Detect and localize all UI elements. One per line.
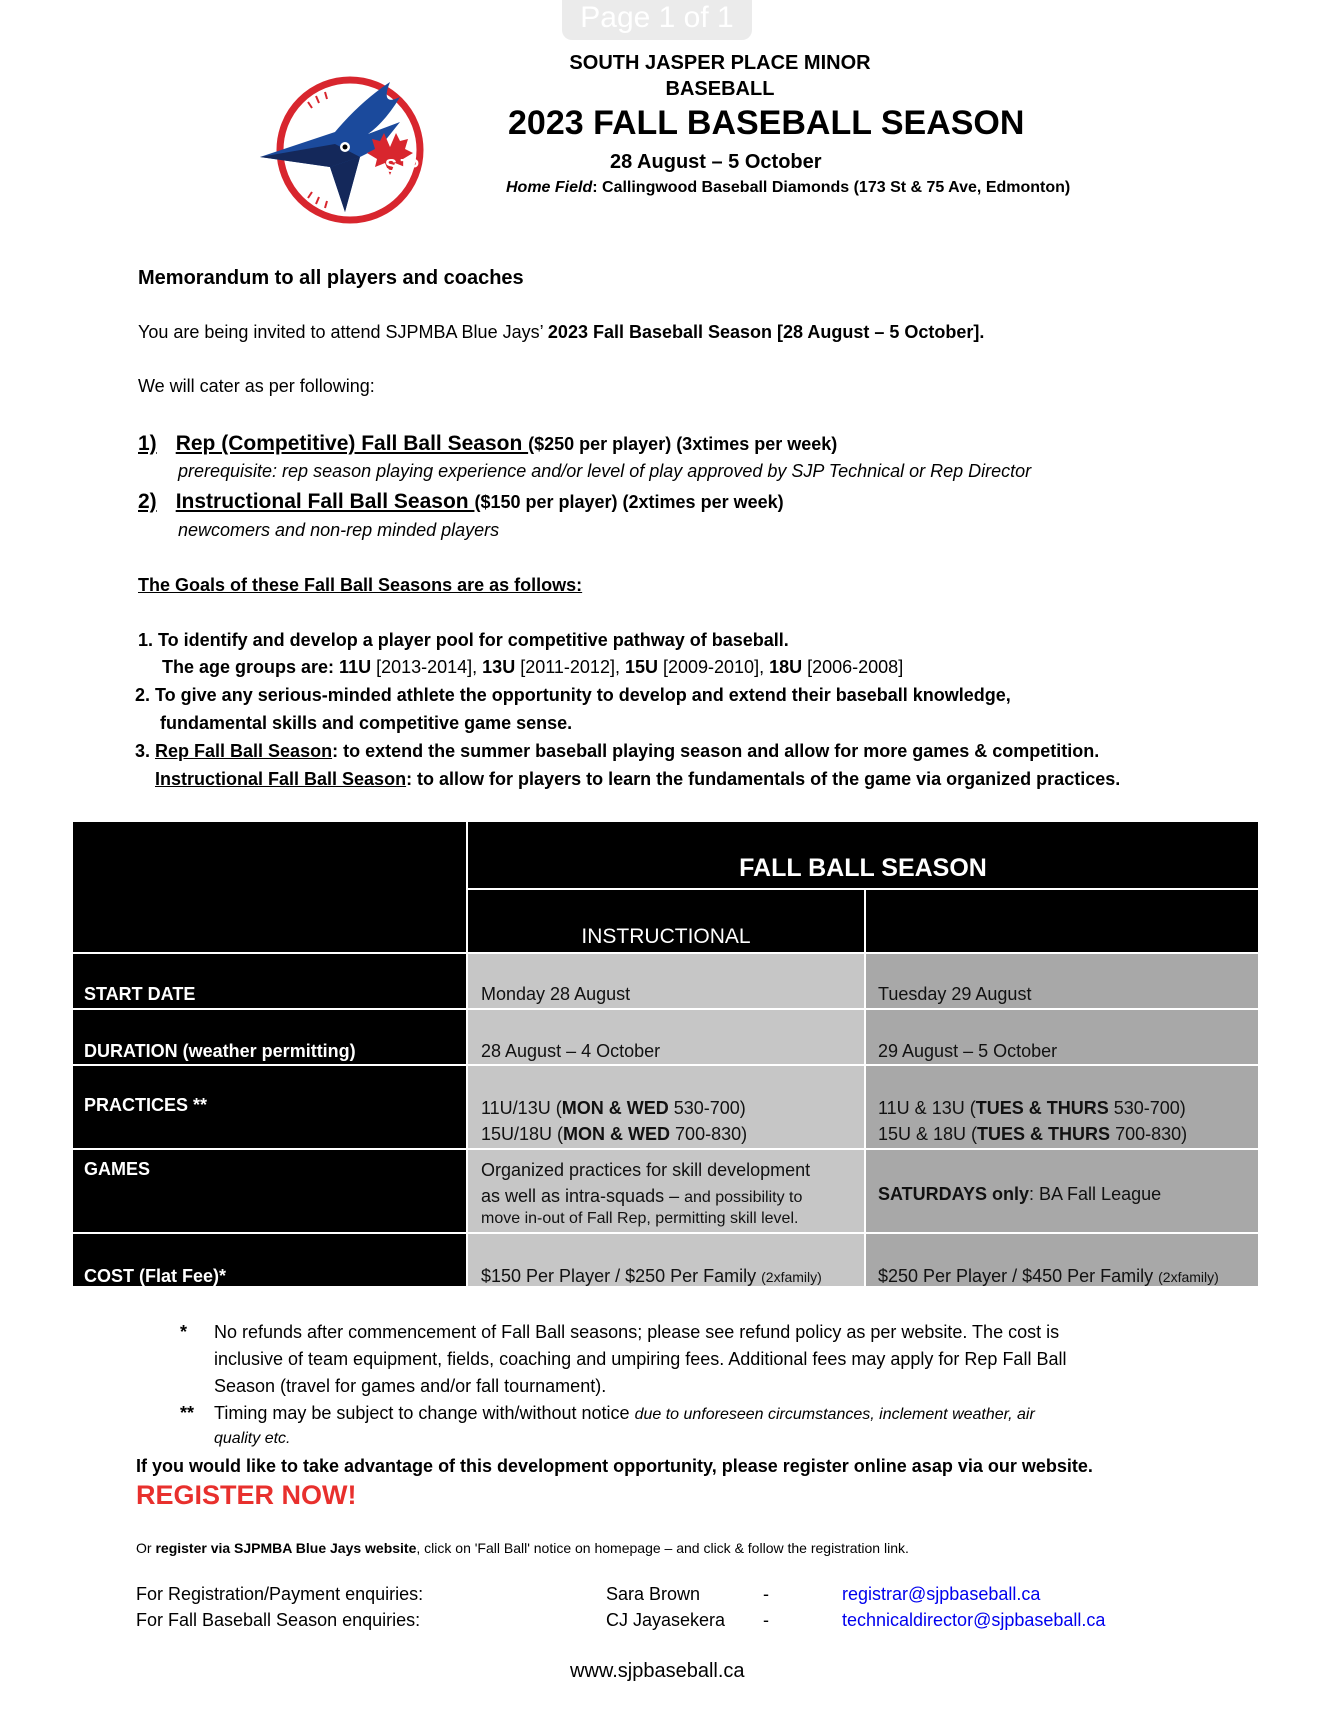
register-now-link[interactable]: REGISTER NOW!	[136, 1480, 357, 1510]
age-18u: 18U	[769, 657, 803, 677]
prac-rep-1-age: 11U & 13U (	[878, 1098, 976, 1118]
table-header: FALL BALL SEASON	[739, 854, 987, 882]
age-11u: 11U	[339, 657, 372, 677]
age-15u-years: [2009-2010],	[657, 657, 770, 677]
goal-1-ages	[162, 657, 903, 678]
home-field-label: Home Field	[506, 179, 593, 196]
row-label-cost: COST (Flat Fee)*	[84, 1266, 227, 1286]
goal-1: 1. To identify and develop a player pool for competitive pathway of baseball.	[138, 630, 789, 650]
option-instructional	[138, 490, 784, 514]
option-instructional-note: newcomers and non-rep minded players	[178, 520, 500, 540]
games-inst-2b: and possibility to	[684, 1189, 803, 1206]
age-13u: 13U	[482, 657, 516, 677]
cost-instructional	[481, 1266, 822, 1287]
row-label-duration: DURATION (weather permitting)	[84, 1041, 356, 1061]
invite-prefix: You are being invited to attend SJPMBA Blue Jays’	[138, 322, 548, 342]
blue-jays-logo	[250, 62, 450, 232]
note-2-line1	[214, 1403, 1035, 1424]
prac-rep-2-time: 700-830)	[1110, 1124, 1188, 1144]
option-rep-number: 1)	[138, 432, 157, 455]
memo-heading: Memorandum to all players and coaches	[138, 267, 524, 289]
option-instructional-price: ($150 per player) (2xtimes per week)	[474, 492, 784, 512]
invite-text	[138, 322, 984, 343]
note-star-2: **	[180, 1403, 195, 1423]
prac-rep-2-days: TUES & THURS	[977, 1124, 1111, 1144]
org-name	[520, 50, 920, 102]
note-2-line2: quality etc.	[214, 1430, 291, 1447]
prac-rep-1-time: 530-700)	[1108, 1098, 1186, 1118]
org-name-line1: SOUTH JASPER PLACE MINOR	[569, 52, 871, 74]
practices-rep-2	[878, 1124, 1187, 1145]
duration-instructional: 28 August – 4 October	[481, 1041, 661, 1061]
contact-registration-name: Sara Brown	[606, 1584, 701, 1604]
option-instructional-title: Instructional Fall Ball Season	[175, 490, 475, 513]
note-1-line1: No refunds after commencement of Fall Ball seasons; please see refund policy as per website. The cost is	[214, 1322, 1060, 1342]
goal-2-line2: fundamental skills and competitive game sense.	[160, 713, 573, 733]
cost-inst-text: $150 Per Player / $250 Per Family	[481, 1266, 762, 1286]
note-1-line2: inclusive of team equipment, fields, coaching and umpiring fees. Additional fees may apply for Rep Fall Ball	[214, 1349, 1067, 1369]
prac-rep-2-age: 15U & 18U (	[878, 1124, 978, 1144]
technical-director-email-link[interactable]: technicaldirector@sjpbaseball.ca	[842, 1610, 1106, 1630]
contact-registration-label: For Registration/Payment enquiries:	[136, 1584, 424, 1604]
option-rep-title: Rep (Competitive) Fall Ball Season	[175, 432, 529, 455]
prac-inst-1-days: MON & WED	[561, 1098, 669, 1118]
row-label-practices: PRACTICES **	[84, 1095, 208, 1115]
season-title: 2023 FALL BASEBALL SEASON	[508, 104, 1025, 142]
footer-website[interactable]: www.sjpbaseball.ca	[570, 1660, 745, 1682]
option-instructional-number: 2)	[138, 490, 157, 513]
goal-3-rep	[135, 741, 1099, 762]
age-13u-years: [2011-2012],	[515, 657, 625, 677]
org-name-line2: BASEBALL	[665, 78, 775, 100]
contact-registration-dash: -	[763, 1584, 769, 1604]
prac-inst-2-age: 15U/18U (	[481, 1124, 564, 1144]
prac-rep-1-days: TUES & THURS	[975, 1098, 1109, 1118]
practices-instructional-2	[481, 1124, 747, 1145]
goal-2-line1: 2. To give any serious-minded athlete the opportunity to develop and extend their baseball knowledge,	[135, 685, 1011, 705]
page-indicator: Page 1 of 1	[562, 0, 752, 40]
practices-instructional-1	[481, 1098, 746, 1119]
prac-inst-1-age: 11U/13U (	[481, 1098, 562, 1118]
season-dates: 28 August – 5 October	[610, 151, 822, 173]
age-18u-years: [2006-2008]	[802, 657, 904, 677]
svg-text:SJP: SJP	[385, 156, 420, 176]
goals-heading: The Goals of these Fall Ball Seasons are as follows:	[138, 575, 583, 595]
games-inst-2a: as well as intra-squads –	[481, 1186, 685, 1206]
goal-3-rep-title: Rep Fall Ball Season	[155, 741, 333, 761]
contact-season-label: For Fall Baseball Season enquiries:	[136, 1610, 421, 1630]
row-label-games: GAMES	[84, 1159, 151, 1179]
option-rep-price: ($250 per player) (3xtimes per week)	[528, 434, 838, 454]
or-bold: register via SJPMBA Blue Jays website	[155, 1540, 417, 1556]
option-rep	[138, 432, 837, 456]
note-star-1: *	[180, 1322, 188, 1342]
cost-inst-family: (2xfamily)	[761, 1269, 822, 1285]
age-11u-years: [2013-2014],	[371, 657, 483, 677]
goal-3-instructional	[155, 769, 1120, 790]
advantage-text: If you would like to take advantage of this development opportunity, please register online asap via our website.	[136, 1456, 1093, 1476]
or-text: , click on 'Fall Ball' notice on homepage – and click & follow the registration link.	[416, 1540, 909, 1556]
note-2-text: Timing may be subject to change with/without notice	[214, 1403, 635, 1423]
or-prefix: Or	[136, 1540, 156, 1556]
games-instructional-3: move in-out of Fall Rep, permitting skill level.	[481, 1210, 799, 1227]
games-rep-text: : BA Fall League	[1029, 1184, 1162, 1204]
prac-inst-2-time: 700-830)	[670, 1124, 748, 1144]
goal-3-instructional-text: : to allow for players to learn the fundamentals of the game via organized practices.	[406, 769, 1121, 789]
age-groups-prefix: The age groups are:	[162, 657, 340, 677]
cater-text: We will cater as per following:	[138, 376, 375, 396]
register-instructions	[136, 1540, 909, 1556]
invite-bold: 2023 Fall Baseball Season [28 August – 5 October].	[547, 322, 985, 342]
duration-rep: 29 August – 5 October	[878, 1041, 1058, 1061]
age-15u: 15U	[624, 657, 658, 677]
note-1-line3: Season (travel for games and/or fall tournament).	[214, 1376, 607, 1396]
option-rep-note: prerequisite: rep season playing experience and/or level of play approved by SJP Technical or Rep Director	[178, 461, 1032, 481]
row-label-start-date: START DATE	[84, 984, 196, 1004]
games-rep-days: SATURDAYS only	[878, 1184, 1030, 1204]
cost-rep	[878, 1266, 1219, 1287]
games-rep	[878, 1184, 1161, 1205]
start-date-rep: Tuesday 29 August	[878, 984, 1032, 1004]
prac-inst-1-time: 530-700)	[668, 1098, 746, 1118]
fall-ball-table	[73, 822, 1258, 1286]
cost-rep-text: $250 Per Player / $450 Per Family	[878, 1266, 1159, 1286]
contact-season-name: CJ Jayasekera	[606, 1610, 726, 1630]
cost-rep-family: (2xfamily)	[1158, 1269, 1219, 1285]
prac-inst-2-days: MON & WED	[563, 1124, 671, 1144]
games-instructional-1: Organized practices for skill development	[481, 1160, 811, 1180]
goal-3-instructional-title: Instructional Fall Ball Season	[155, 769, 407, 789]
practices-rep-1	[878, 1098, 1186, 1119]
home-field	[506, 179, 1070, 197]
start-date-instructional: Monday 28 August	[481, 984, 631, 1004]
contact-season-dash: -	[763, 1610, 769, 1630]
goal-3-rep-text: : to extend the summer baseball playing season and allow for more games & competition.	[332, 741, 1100, 761]
games-instructional-2	[481, 1186, 802, 1207]
goal-3-prefix: 3.	[135, 741, 156, 761]
note-2-italic: due to unforeseen circumstances, inclement weather, air	[634, 1406, 1035, 1423]
home-field-value: : Callingwood Baseball Diamonds (173 St & 75 Ave, Edmonton)	[592, 179, 1071, 196]
column-instructional: INSTRUCTIONAL	[581, 925, 751, 948]
registrar-email-link[interactable]: registrar@sjpbaseball.ca	[842, 1584, 1041, 1604]
